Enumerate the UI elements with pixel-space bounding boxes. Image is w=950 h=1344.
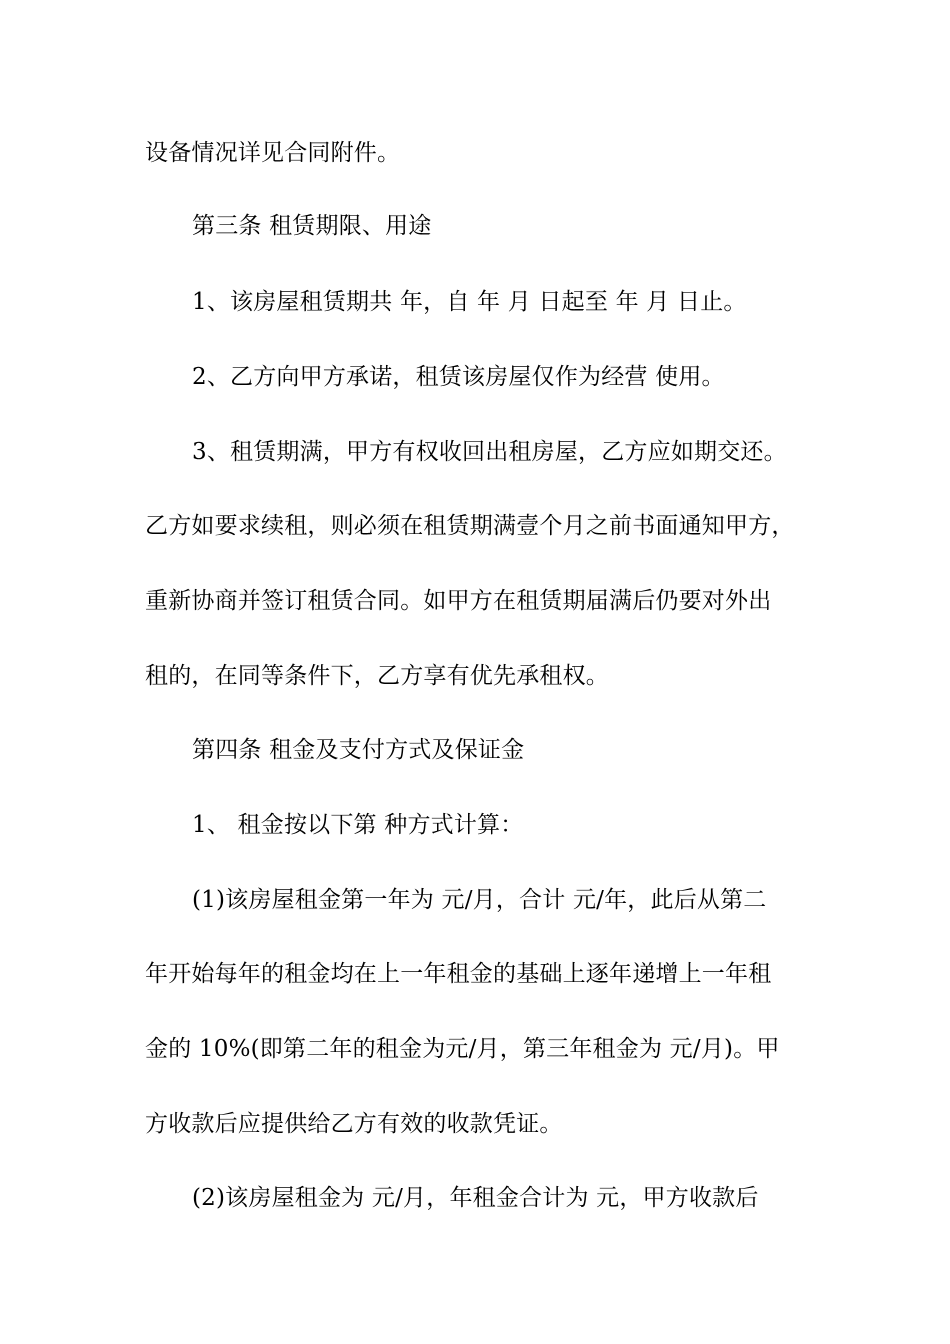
paragraph-line: (2)该房屋租金为 元/月，年租金合计为 元，甲方收款后 — [192, 1185, 759, 1211]
paragraph-line: (1)该房屋租金第一年为 元/月，合计 元/年，此后从第二 — [192, 887, 767, 913]
paragraph-line: 方收款后应提供给乙方有效的收款凭证。 — [145, 1111, 563, 1137]
paragraph-line: 租的，在同等条件下，乙方享有优先承租权。 — [145, 663, 609, 689]
paragraph-line: 1、该房屋租赁期共 年，自 年 月 日起至 年 月 日止。 — [192, 289, 747, 315]
paragraph-line: 重新协商并签订租赁合同。如甲方在租赁期届满后仍要对外出 — [145, 588, 772, 614]
paragraph-line: 乙方如要求续租，则必须在租赁期满壹个月之前书面通知甲方， — [145, 513, 795, 539]
paragraph-line: 3、租赁期满，甲方有权收回出租房屋，乙方应如期交还。 — [192, 439, 787, 465]
paragraph-line: 设备情况详见合同附件。 — [145, 140, 401, 166]
paragraph-line: 金的 10%(即第二年的租金为元/月，第三年租金为 元/月)。甲 — [145, 1036, 780, 1062]
section-heading: 第三条 租赁期限、用途 — [192, 213, 432, 239]
section-heading: 第四条 租金及支付方式及保证金 — [192, 737, 525, 763]
paragraph-line: 年开始每年的租金均在上一年租金的基础上逐年递增上一年租 — [145, 961, 772, 987]
paragraph-line: 1、 租金按以下第 种方式计算： — [192, 812, 524, 838]
paragraph-line: 2、乙方向甲方承诺，租赁该房屋仅作为经营 使用。 — [192, 364, 725, 390]
